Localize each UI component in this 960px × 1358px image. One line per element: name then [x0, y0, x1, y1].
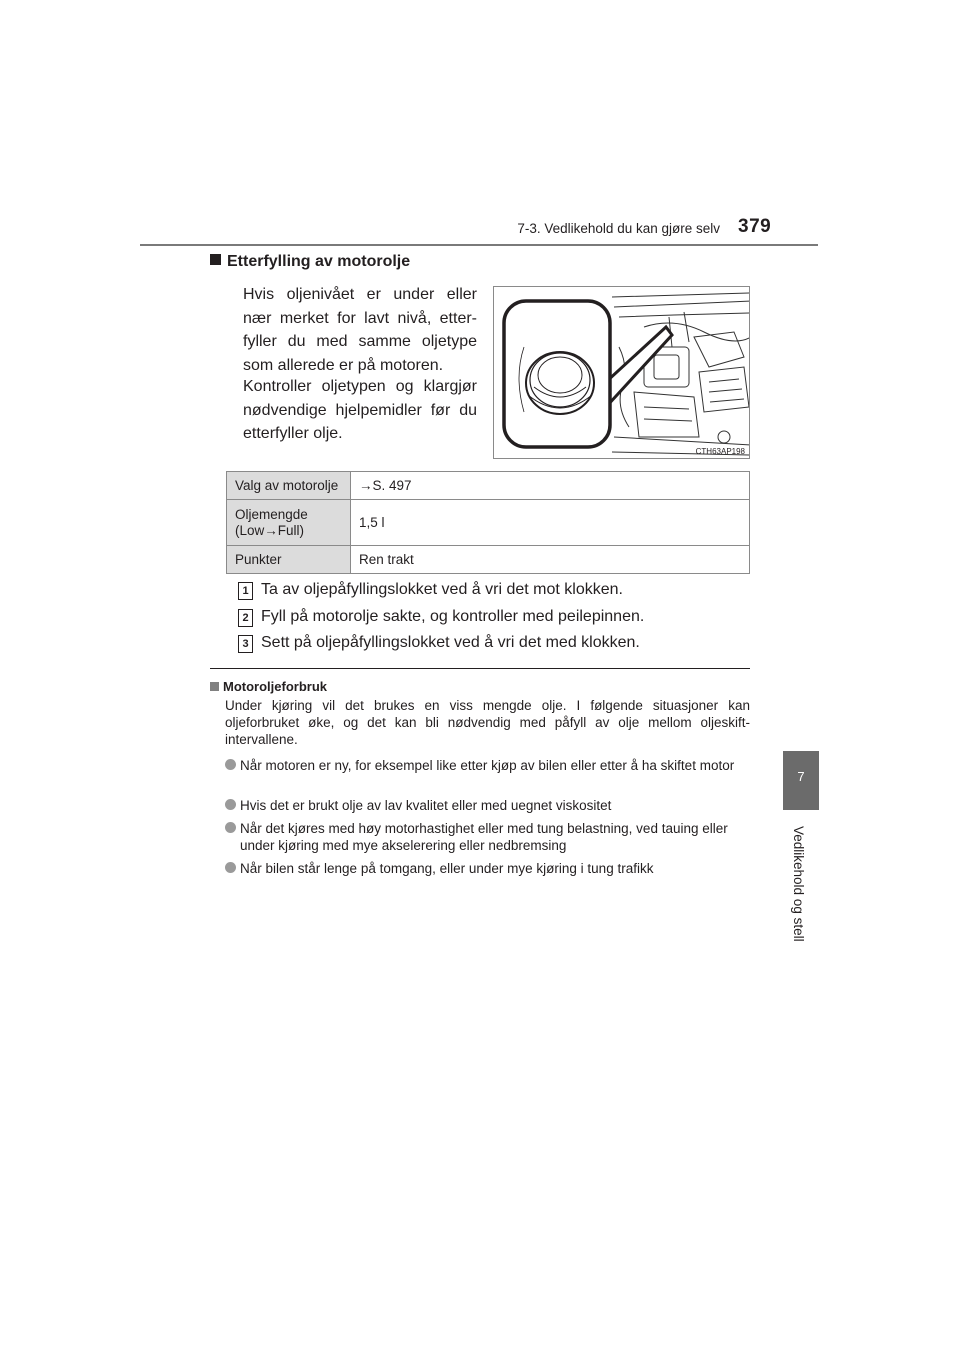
note-title-text: Motoroljeforbruk	[223, 679, 327, 694]
page-number: 379	[738, 216, 772, 237]
step-text: Ta av oljepåfyllingslokket ved å vri det mot klokken.	[261, 581, 623, 598]
round-bullet-icon	[225, 799, 236, 810]
square-bullet-icon	[210, 682, 219, 691]
section-divider	[210, 668, 750, 669]
chapter-tab	[783, 751, 819, 810]
step-number-badge: 2	[238, 609, 253, 627]
square-bullet-icon	[210, 254, 221, 265]
step-text: Sett på oljepåfyllingslokket ved å vri det med klokken.	[261, 634, 640, 651]
list-item-text: Når motoren er ny, for eksempel like etter kjøp av bilen eller etter å ha skiftet motor	[240, 758, 735, 773]
note-intro: Under kjøring vil det brukes en viss mengde olje. I følgende situasjoner kan oljeforbruket øke, og det kan bli nødvendig med påfyll av olje mellom oljeskift-intervallene.	[225, 698, 750, 747]
list-item-text: Hvis det er brukt olje av lav kvalitet eller med uegnet viskositet	[240, 798, 612, 813]
list-item-text: Når bilen står lenge på tomgang, eller under mye kjøring i tung trafikk	[240, 861, 654, 876]
step-number-badge: 3	[238, 635, 253, 653]
table-value-cell: 1,5 l	[351, 500, 750, 546]
table-label-cell: Punkter	[227, 546, 351, 574]
running-header-section: 7-3. Vedlikehold du kan gjøre selv	[517, 221, 720, 236]
round-bullet-icon	[225, 822, 236, 833]
figure-code: CTH63AP198	[695, 447, 745, 456]
chapter-title-vertical	[792, 826, 806, 1026]
table-label-cell: Valg av motorolje	[227, 472, 351, 500]
intro-paragraph-1: Hvis oljenivået er under eller nær merket for lavt nivå, etter-fyller du med samme oljetype som allerede er på motoren.	[243, 286, 477, 374]
step-number-badge: 1	[238, 582, 253, 600]
chapter-title: Vedlikehold og stell	[791, 826, 806, 942]
engine-bay-drawing	[494, 287, 750, 459]
spec-table	[226, 471, 750, 574]
header-divider	[140, 244, 818, 246]
table-row	[227, 546, 750, 574]
list-item-text: Når det kjøres med høy motorhastighet eller med tung belastning, ved tauing eller under kjøring med mye akselerering eller nedbremsing	[240, 821, 728, 853]
table-value-cell: →S. 497	[351, 472, 750, 500]
table-value-cell: Ren trakt	[351, 546, 750, 574]
round-bullet-icon	[225, 862, 236, 873]
round-bullet-icon	[225, 759, 236, 770]
section-title	[210, 253, 410, 271]
chapter-number: 7	[797, 769, 805, 784]
engine-oil-cap-illustration	[493, 286, 750, 459]
step-text: Fyll på motorolje sakte, og kontroller med peilepinnen.	[261, 608, 645, 625]
table-label-cell: Oljemengde (Low→Full)	[227, 500, 351, 546]
table-row	[227, 500, 750, 546]
table-row	[227, 472, 750, 500]
section-title-text: Etterfylling av motorolje	[227, 253, 411, 270]
intro-paragraph-2: Kontroller oljetypen og klargjør nødvendige hjelpemidler før du etterfyller olje.	[243, 378, 477, 442]
note-title	[210, 679, 327, 694]
